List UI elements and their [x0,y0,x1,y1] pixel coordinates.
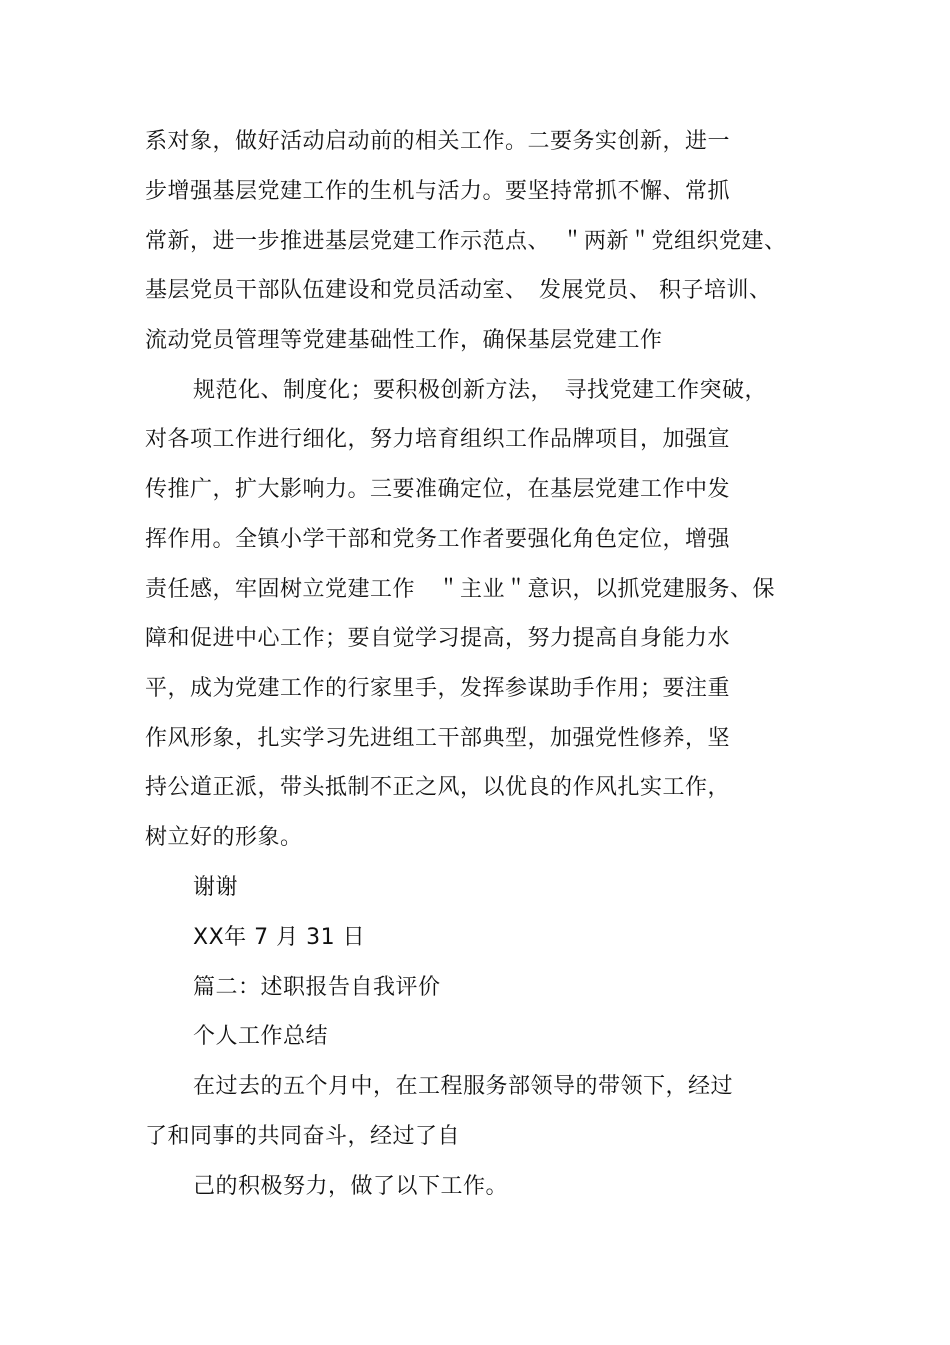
text-line: 在过去的五个月中，在工程服务部领导的带领下，经过 [193,1074,734,1099]
text-line: 规范化、制度化；要积极创新方法， 寻找党建工作突破， [193,378,768,403]
text-line: 步增强基层党建工作的生机与活力。要坚持常抓不懈、常抓 [145,179,731,204]
text-line: 挥作用。全镇小学干部和党务工作者要强化角色定位，增强 [145,527,731,552]
text-line: 障和促进中心工作；要自觉学习提高，努力提高自身能力水 [145,626,731,651]
text-line: 作风形象，扎实学习先进组工干部典型，加强党性修养，坚 [145,726,731,751]
text-line: 基层党员干部队伍建设和党员活动室、 发展党员、 积子培训、 [145,278,772,303]
document-date: XX年 7 月 31 日 [193,925,366,950]
text-line: 平，成为党建工作的行家里手，发挥参谋助手作用；要注重 [145,676,731,701]
text-line: 常新，进一步推进基层党建工作示范点、 ＂两新＂党组织党建、 [145,229,787,254]
text-line: 系对象，做好活动启动前的相关工作。二要务实创新，进一 [145,129,731,154]
section-heading: 篇二：述职报告自我评价 [193,975,441,1000]
text-line: 持公道正派，带头抵制不正之风，以优良的作风扎实工作， [145,775,731,800]
text-line: 己的积极努力，做了以下工作。 [193,1174,509,1199]
closing-thanks: 谢谢 [193,875,239,900]
text-line: 流动党员管理等党建基础性工作，确保基层党建工作 [145,328,663,353]
text-line: 责任感，牢固树立党建工作 ＂主业＂意识，以抓党建服务、保 [145,577,776,602]
text-line: 了和同事的共同奋斗，经过了自 [145,1124,461,1149]
text-line: 树立好的形象。 [145,825,303,850]
text-line: 对各项工作进行细化，努力培育组织工作品牌项目，加强宣 [145,427,731,452]
text-line: 传推广，扩大影响力。三要准确定位，在基层党建工作中发 [145,477,731,502]
section-subheading: 个人工作总结 [193,1024,329,1049]
